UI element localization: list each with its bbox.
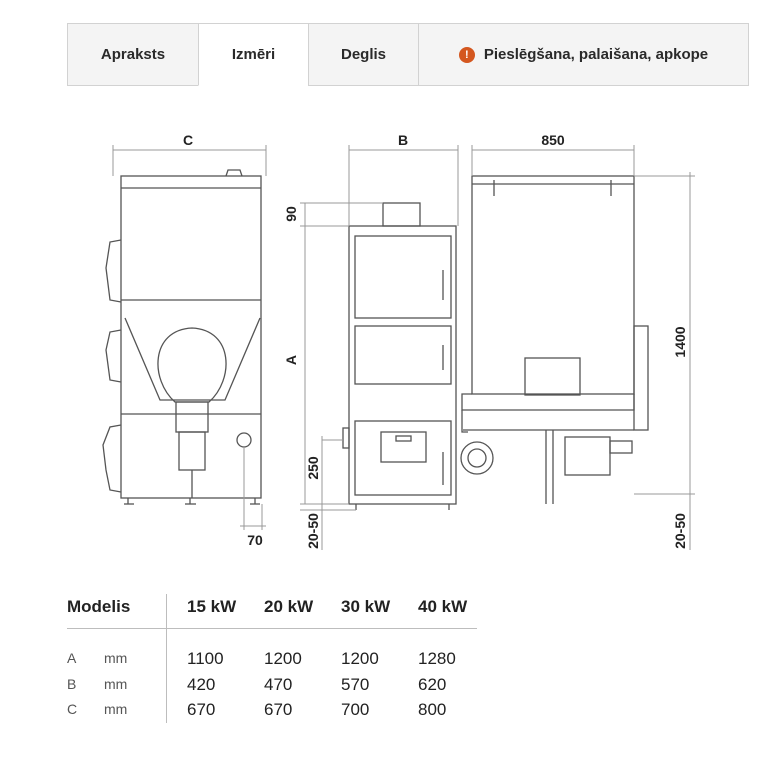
dimensions-table	[67, 594, 477, 724]
tab-label: Pieslēgšana, palaišana, apkope	[483, 46, 709, 63]
table-row-unit: mm	[104, 676, 128, 692]
table-cell: 670	[187, 700, 216, 719]
table-header-col: 30 kW	[341, 597, 391, 616]
rear-view	[461, 176, 648, 504]
dim-label-70: 70	[247, 532, 263, 548]
dim-label-20-50-left: 20-50	[305, 513, 321, 549]
table-cell: 1200	[264, 649, 302, 668]
dim-label-90: 90	[283, 206, 299, 222]
warning-icon: !	[459, 47, 475, 63]
table-row-unit: mm	[104, 650, 128, 666]
table-row-label: A	[67, 650, 77, 666]
table-header-col: 40 kW	[418, 597, 468, 616]
dim-label-1400: 1400	[672, 326, 688, 358]
table-cell: 620	[418, 675, 447, 694]
table-row-label: C	[67, 701, 78, 717]
table-row-unit: mm	[104, 701, 128, 717]
table-header-divider	[67, 628, 477, 629]
dim-label-20-50-right: 20-50	[672, 513, 688, 549]
tab-label: Apraksts	[100, 46, 166, 63]
table-cell: 1280	[418, 649, 456, 668]
table-cell: 1200	[341, 649, 379, 668]
dim-label-b: B	[397, 132, 409, 148]
dim-label-850: 850	[541, 132, 565, 148]
table-column-divider	[166, 594, 167, 723]
table-header-col: 20 kW	[264, 597, 314, 616]
table-cell: 800	[418, 700, 447, 719]
tab-label: Deglis	[340, 46, 386, 63]
table-row-label: B	[67, 676, 77, 692]
table-cell: 420	[187, 675, 216, 694]
tab-label: Izmēri	[231, 46, 276, 63]
table-header-model: Modelis	[67, 597, 131, 616]
table-cell: 1100	[187, 649, 224, 668]
front-view	[343, 203, 456, 510]
table-cell: 670	[264, 700, 293, 719]
dim-label-a: A	[283, 354, 299, 366]
table-cell: 570	[341, 675, 370, 694]
dim-label-250: 250	[305, 456, 321, 480]
dim-label-c: C	[182, 132, 194, 148]
side-view	[103, 170, 261, 504]
table-cell: 700	[341, 700, 370, 719]
table-cell: 470	[264, 675, 293, 694]
dimension-lines	[113, 145, 695, 550]
table-header-col: 15 kW	[187, 597, 237, 616]
